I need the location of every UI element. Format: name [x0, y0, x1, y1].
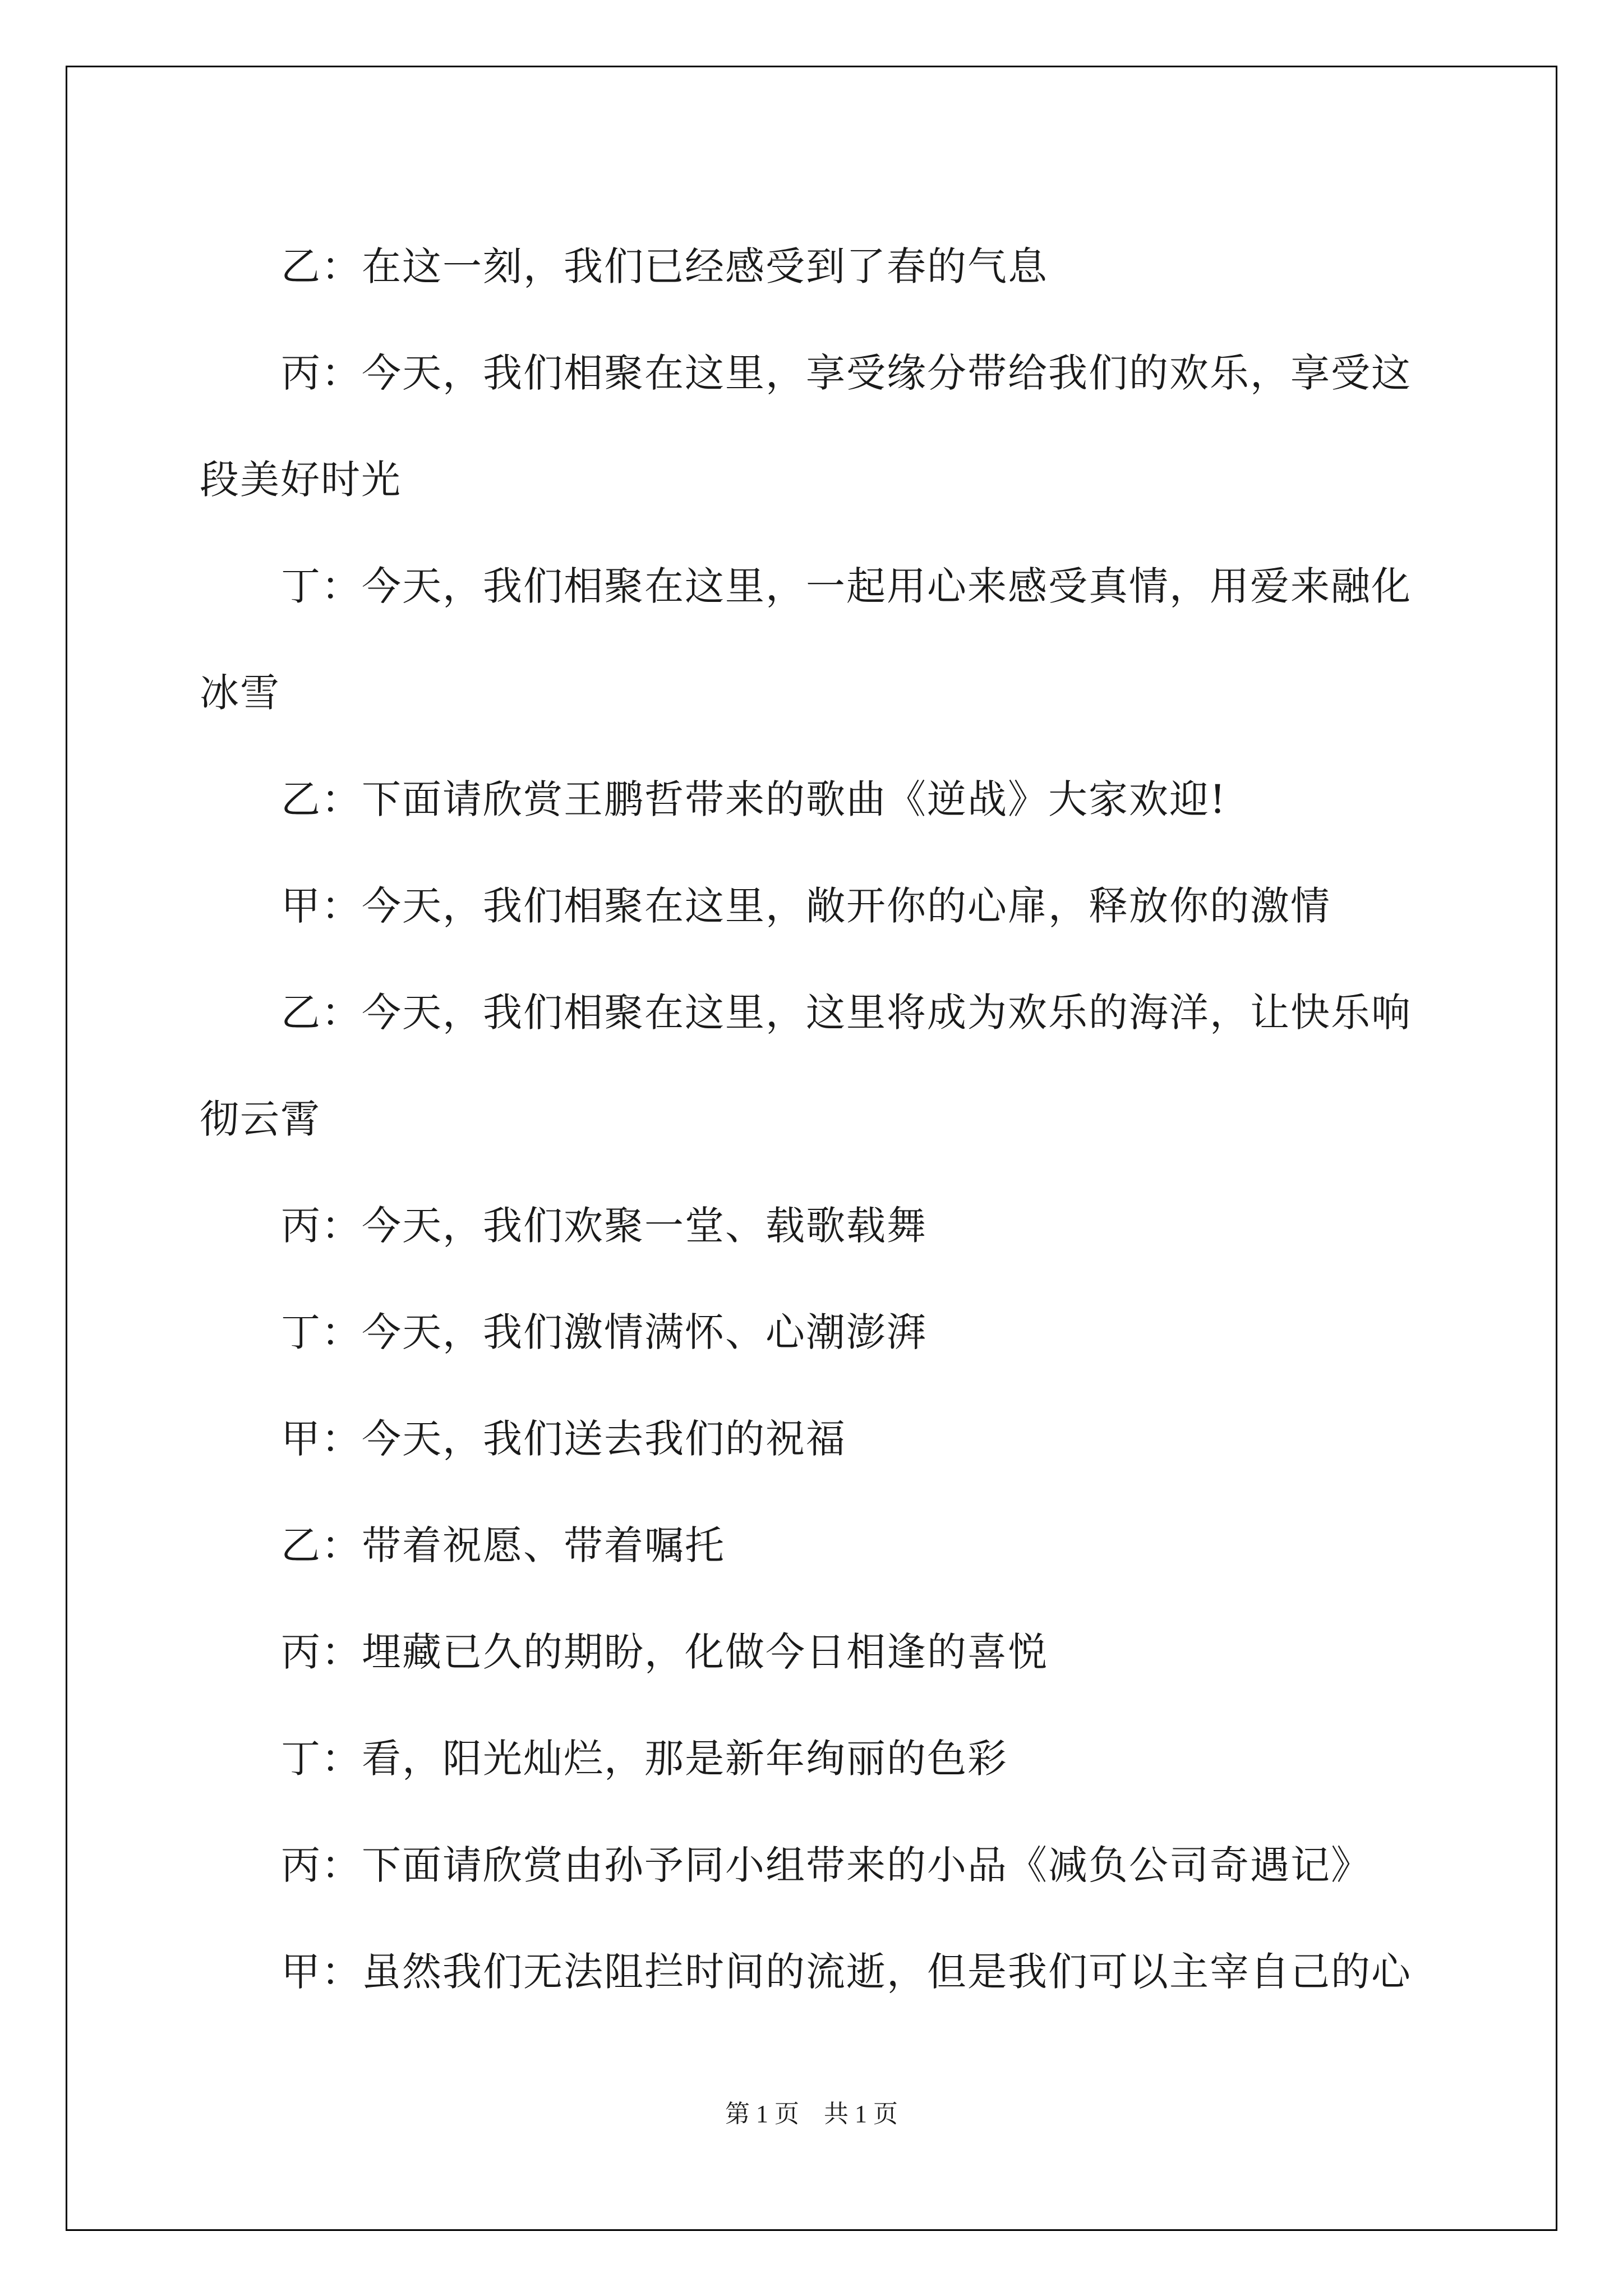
paragraph: 丁：看，阳光灿烂，那是新年绚丽的色彩: [281, 1736, 1008, 1782]
page-number-footer: 第 1 页 共 1 页: [725, 2100, 898, 2128]
paragraph: 甲：虽然我们无法阻拦时间的流逝，但是我们可以主宰自己的心: [281, 1949, 1412, 1995]
paragraph: 乙：今天，我们相聚在这里，这里将成为欢乐的海洋，让快乐响彻云霄: [200, 990, 1412, 1142]
paragraph: 丁：今天，我们相聚在这里，一起用心来感受真情，用爱来融化冰雪: [200, 563, 1412, 716]
paragraph: 乙：带着祝愿、带着嘱托: [281, 1522, 725, 1568]
paragraph: 丙：今天，我们相聚在这里，享受缘分带给我们的欢乐，享受这段美好时光: [200, 350, 1412, 503]
paragraph: 乙：下面请欣赏王鹏哲带来的歌曲《逆战》大家欢迎!: [281, 776, 1227, 822]
paragraph: 丁：今天，我们激情满怀、心潮澎湃: [281, 1309, 927, 1355]
paragraph: 乙：在这一刻，我们已经感受到了春的气息: [281, 243, 1048, 289]
paragraph: 丙：今天，我们欢聚一堂、载歌载舞: [281, 1203, 927, 1249]
paragraph: 甲：今天，我们相聚在这里，敞开你的心扉，释放你的激情: [281, 883, 1331, 929]
paragraph: 丙：下面请欣赏由孙予同小组带来的小品《减负公司奇遇记》: [281, 1842, 1371, 1888]
document-body: [200, 213, 1428, 2025]
paragraph: 甲：今天，我们送去我们的祝福: [281, 1416, 846, 1462]
paragraph: 丙：埋藏已久的期盼，化做今日相逢的喜悦: [281, 1629, 1048, 1675]
